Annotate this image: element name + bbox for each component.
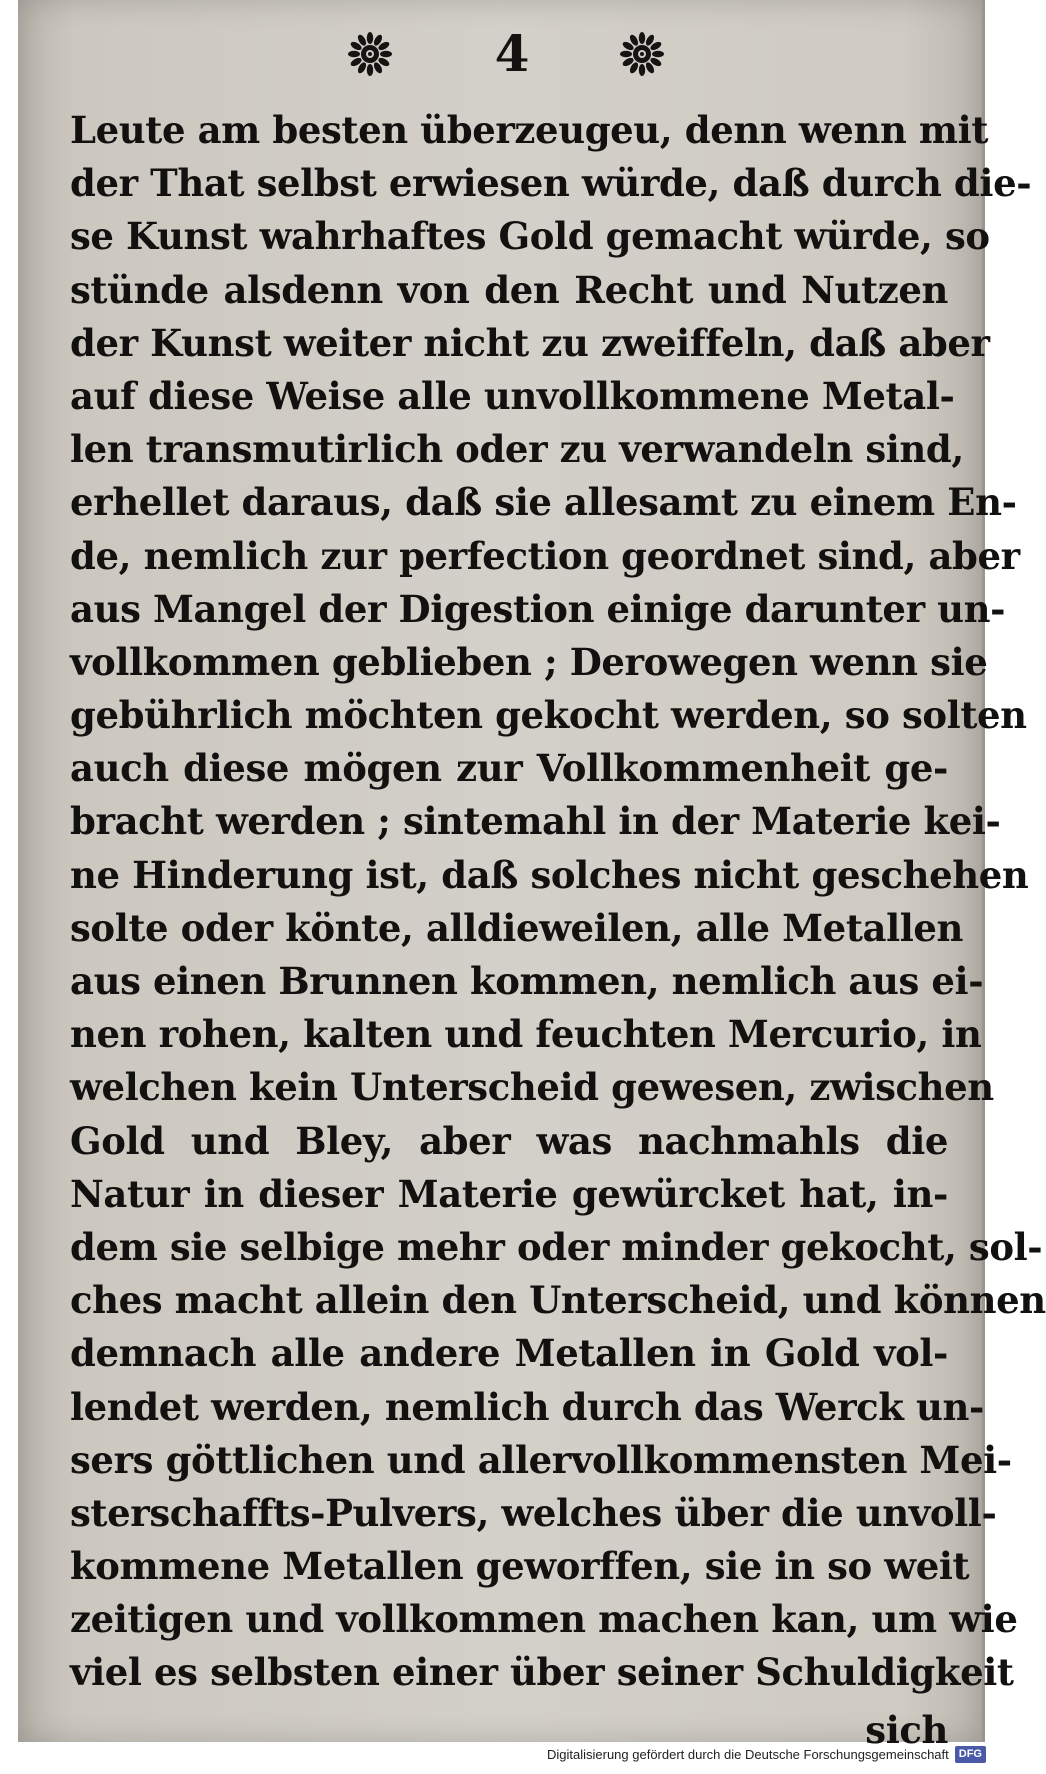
text-line: len transmutirlich oder zu verwandeln sind, <box>70 427 964 472</box>
text-line: bracht werden ; sintemahl in der Materie kei- <box>70 799 1001 844</box>
dfg-logo: DFG <box>955 1746 986 1763</box>
rosette-petal <box>367 32 373 44</box>
text-line: der Kunst weiter nicht zu zweiffeln, daß aber <box>70 320 990 365</box>
text-line: viel es selbsten einer über seiner Schuldigkeit <box>70 1650 1014 1695</box>
catchword: sich <box>865 1707 948 1752</box>
text-line: kommene Metallen geworffen, sie in so weit <box>70 1544 970 1589</box>
text-line: de, nemlich zur perfection geordnet sind, aber <box>70 533 1020 578</box>
text-line: auf diese Weise alle unvollkommene Metal- <box>70 373 955 418</box>
rosette-petal <box>620 51 632 57</box>
rosette-petal <box>367 64 373 76</box>
rosette-petal <box>639 64 645 76</box>
rosette-ornament-icon <box>344 28 396 80</box>
rosette-petal <box>348 51 360 57</box>
text-line: welchen kein Unterscheid gewesen, zwischen <box>70 1065 994 1110</box>
text-line: ches macht allein den Unterscheid, und können <box>70 1278 1046 1323</box>
text-line: der That selbst erwiesen würde, daß durch die- <box>70 161 1032 206</box>
text-line: Gold und Bley, aber was nachmahls die <box>70 1118 948 1163</box>
text-line: auch diese mögen zur Vollkommenheit ge- <box>70 746 948 791</box>
text-line: nen rohen, kalten und feuchten Mercurio, in <box>70 1012 982 1057</box>
text-line: zeitigen und vollkommen machen kan, um wie <box>70 1597 1018 1642</box>
text-line: demnach alle andere Metallen in Gold vol- <box>70 1331 948 1376</box>
text-line: se Kunst wahrhaftes Gold gemacht würde, so <box>70 214 990 259</box>
credit-text: Digitalisierung gefördert durch die Deutsche Forschungsgemeinschaft <box>546 1746 949 1762</box>
text-line: erhellet daraus, daß sie allesamt zu einem En- <box>70 480 1017 525</box>
text-line: sterschaffts-Pulvers, welches über die unvoll- <box>70 1490 997 1535</box>
page-header <box>18 22 982 92</box>
rosette-petal <box>639 32 645 44</box>
text-line: vollkommen geblieben ; Derowegen wenn sie <box>70 639 988 684</box>
text-line: lendet werden, nemlich durch das Werck un- <box>70 1384 984 1429</box>
text-line: gebührlich möchten gekocht werden, so solten <box>70 693 1027 738</box>
rosette-ornament-icon <box>616 28 668 80</box>
text-line: Leute am besten überzeugeu, denn wenn mit <box>70 108 989 152</box>
text-line: aus Mangel der Digestion einige darunter un- <box>70 586 1006 631</box>
text-line: solte oder könte, alldieweilen, alle Metallen <box>70 905 964 950</box>
text-line: ne Hinderung ist, daß solches nicht geschehen <box>70 852 1029 897</box>
page-number: 4 <box>494 24 530 83</box>
text-line: sers göttlichen und allervollkommensten Mei- <box>70 1437 1012 1482</box>
text-line: dem sie selbige mehr oder minder gekocht, sol- <box>70 1224 1043 1269</box>
text-line: Natur in dieser Materie gewürcket hat, in- <box>70 1171 948 1216</box>
text-line: stünde alsdenn von den Recht und Nutzen <box>70 267 948 312</box>
digitization-credit <box>547 1744 986 1764</box>
rosette-petal <box>380 51 392 57</box>
text-line: aus einen Brunnen kommen, nemlich aus ei- <box>70 959 984 1003</box>
rosette-petal <box>652 51 664 57</box>
scanned-page <box>18 0 1046 1752</box>
